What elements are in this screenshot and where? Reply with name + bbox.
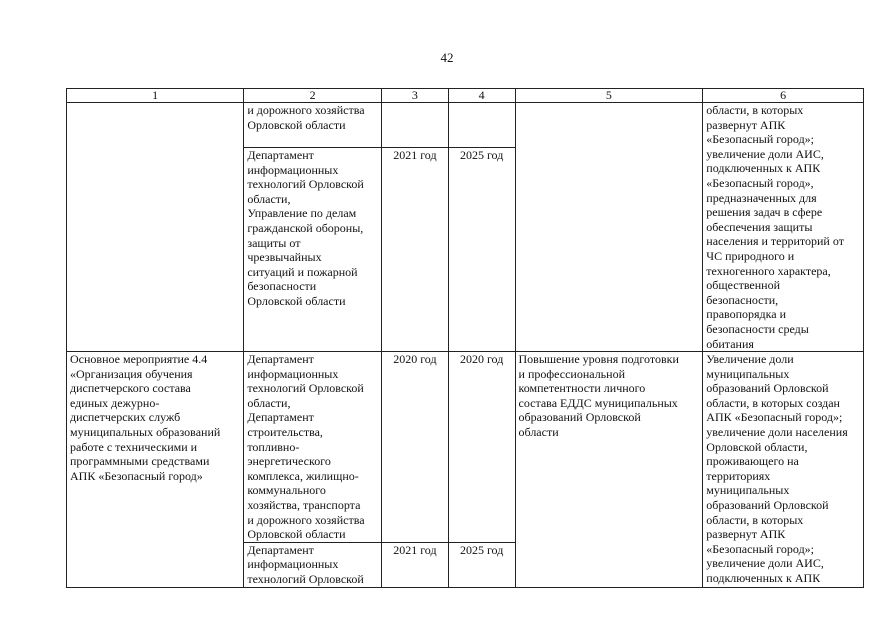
table-row-continued-tail: [67, 103, 864, 148]
measure-4-4-executor-a: Департамент информационных технологий Орловской области, Департамент строительства, топливно- энергетического комплекса, жилищно- коммунального хозяйства, транспорта и дорожного хозяйства Орловской области: [244, 352, 382, 543]
measure-4-4-expected-result: Повышение уровня подготовки и профессиональной компетентности личного состава ЕДДС муниципальных образований Орловской области: [515, 352, 703, 588]
column-number-5: 5: [515, 89, 703, 103]
continued-sub-start-year: 2021 год: [382, 148, 449, 352]
measure-4-4-start-year-a: 2020 год: [382, 352, 449, 543]
column-number-row: [67, 89, 864, 103]
measure-4-4-executor-b: Департамент информационных технологий Орловской: [244, 542, 382, 587]
continued-indicators: области, в которых развернут АПК «Безопасный город»; увеличение доли АИС, подключенных к АПК «Безопасный город», предназначенных для решения задач в сфере обеспечения защиты населения и территорий от ЧС природного и техногенного характера, общественной безопасности, правопорядка и безопасности среды обитания: [703, 103, 864, 352]
continued-start-empty: [382, 103, 449, 148]
column-number-2: 2: [244, 89, 382, 103]
continued-sub-end-year: 2025 год: [448, 148, 515, 352]
measure-4-4-start-year-b: 2021 год: [382, 542, 449, 587]
continued-executor-tail: и дорожного хозяйства Орловской области: [244, 103, 382, 148]
measure-4-4-indicators: Увеличение доли муниципальных образований Орловской области, в которых создан АПК «Безопасный город»; увеличение доли населения Орловской области, проживающего на территориях муниципальных образований Орловской области, в которых развернут АПК «Безопасный город»; увеличение доли АИС, подключенных к АПК: [703, 352, 864, 588]
page-number: 42: [440, 50, 454, 65]
column-number-3: 3: [382, 89, 449, 103]
table-row-measure-4-4: [67, 352, 864, 543]
measure-4-4-name: Основное мероприятие 4.4 «Организация обучения диспетчерского состава единых дежурно- диспетчерских служб муниципальных образований работе с техническими и программными средствами АПК «Безопасный город»: [67, 352, 244, 588]
continued-end-empty: [448, 103, 515, 148]
measures-table: [66, 88, 864, 588]
measure-4-4-end-year-b: 2025 год: [448, 542, 515, 587]
column-number-6: 6: [703, 89, 864, 103]
column-number-4: 4: [448, 89, 515, 103]
measure-4-4-end-year-a: 2020 год: [448, 352, 515, 543]
column-number-1: 1: [67, 89, 244, 103]
continued-expected-result: [515, 103, 703, 352]
continued-measure-name: [67, 103, 244, 352]
continued-sub-executor: Департамент информационных технологий Орловской области, Управление по делам гражданской обороны, защиты от чрезвычайных ситуаций и пожарной безопасности Орловской области: [244, 148, 382, 352]
